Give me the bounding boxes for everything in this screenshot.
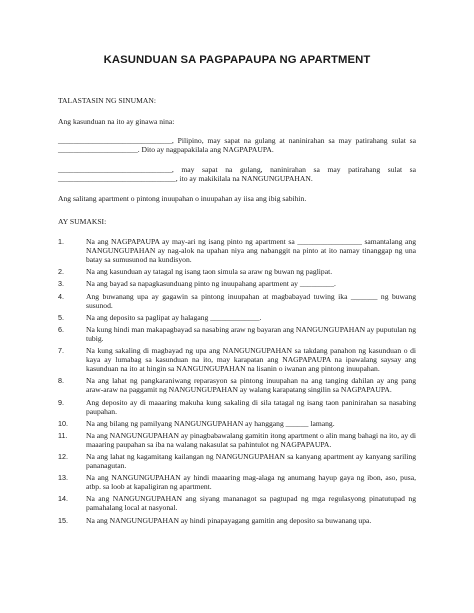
clause-number: 14. <box>58 494 68 504</box>
intro-paragraph: Ang kasunduan na ito ay ginawa nina: <box>58 117 175 126</box>
clause-number: 3. <box>58 279 64 289</box>
clause-item <box>58 267 416 276</box>
clause-number: 11. <box>58 430 68 440</box>
clause-item <box>58 279 416 288</box>
clause-number: 12. <box>58 452 68 462</box>
clause-number: 5. <box>58 312 64 322</box>
clause-number: 6. <box>58 324 64 334</box>
clause-item <box>58 516 416 525</box>
clause-number: 8. <box>58 376 64 386</box>
clause-text: Ang buwanang upa ay gagawin sa pintong inuupahan at magbabayad tuwing ika _______ ng buwang susunod. <box>86 291 416 310</box>
clause-number: 9. <box>58 397 64 407</box>
document-title: KASUNDUAN SA PAGPAPAUPA NG APARTMENT <box>103 54 371 66</box>
clause-number: 13. <box>58 473 68 483</box>
clause-item <box>58 292 416 310</box>
clause-item <box>58 325 416 343</box>
clause-text: Na kung hindi man makapagbayad sa nasabing araw ng bayaran ang NANGUNGUPAHAN ay puputulan ng tubig. <box>86 324 416 343</box>
clause-text: Na ang NANGUNGUPAHAN ang siyang mananagot sa pagtupad ng mga regulasyong pinatutupad ng pamahalang local at nasyonal. <box>86 494 416 513</box>
clause-text: Na ang NAGPAPAUPA ay may-ari ng isang pinto ng apartment sa _________________ samantalang ang NANGUNGUPAHAN ay nag-alok na upahan niya ang nabanggit na pinto at ito namay tinanggap ng una batay sa sumusunod na kundisyon. <box>86 237 416 264</box>
clause-text: Na ang lahat ng kagamitang kailangan ng NANGUNGUPAHAN sa kanyang apartment ay kanyang sariling pananagutan. <box>86 452 416 471</box>
clause-text: Na ang lahat ng pangkaraniwang reparasyon sa pintong inuupahan na ang tanging dahilan ay ang pang araw-araw na paggamit ng NANGUNGUPAHAN ay walang karapatang singilin sa NAGPAPAUPA. <box>86 376 416 395</box>
clause-item <box>58 452 416 470</box>
clause-number: 4. <box>58 291 64 301</box>
clause-item <box>58 494 416 512</box>
clause-text: Na ang NANGUNGUPAHAN ay hindi maaaring mag-alaga ng anumang hayup gaya ng ibon, aso, pusa, atbp. sa loob at kapaligiran ng apartment. <box>86 473 416 492</box>
clause-text: Na ang bilang ng pamilyang NANGUNGUPAHAN ay hanggang ______ lamang. <box>86 418 335 428</box>
document-body <box>58 96 416 525</box>
clause-number: 2. <box>58 267 64 277</box>
clause-text: Na ang NANGUNGUPAHAN ay hindi pinapayagang gamitin ang deposito sa buwanang upa. <box>86 515 372 525</box>
clause-number: 7. <box>58 346 64 356</box>
clause-item <box>58 237 416 264</box>
clause-item <box>58 346 416 373</box>
clause-item <box>58 419 416 428</box>
talastasin-heading: TALASTASIN NG SINUMAN: <box>58 96 156 105</box>
clause-item <box>58 376 416 394</box>
clause-number: 1. <box>58 237 64 246</box>
clause-number: 10. <box>58 418 68 428</box>
lessee-paragraph: ______________________________, may sapat na gulang, naninirahan sa may patirahang sulat sa _______________________________, ito ay makikilala na NANGUNGUPAHAN. <box>58 165 416 183</box>
apartment-definition: Ang salitang apartment o pintong inuupahan o inuupahan ay iisa ang ibig sabihin. <box>58 194 307 203</box>
clause-text: Ang deposito ay di maaaring makuha kung sakaling di sila tatagal ng isang taon paninirahan sa nasabing paupahan. <box>86 397 416 416</box>
clause-item <box>58 473 416 491</box>
clause-item <box>58 398 416 416</box>
clause-text: Na ang deposito sa paglipat ay halagang _____________. <box>86 312 262 322</box>
clause-number: 15. <box>58 515 68 525</box>
sumaksi-heading: AY SUMAKSI: <box>58 217 107 226</box>
clause-item <box>58 431 416 449</box>
clause-text: Na ang NANGUNGUPAHAN ay pinagbabawalang gamitin itong apartment o alin mang bahagi na ito, ay di maaaring paupahan sa iba na walang nakasulat sa pahintulot ng NAGPAPAUPA. <box>86 430 416 449</box>
clause-text: Na ang kasunduan ay tatagal ng isang taon simula sa araw ng buwan ng paglipat. <box>86 267 333 277</box>
clause-item <box>58 313 416 322</box>
lessor-paragraph: ______________________________, Pilipino, may sapat na gulang at naninirahan sa may patirahang sulat sa _____________________. Dito ay nagpapakilala ang NAGPAPAUPA. <box>58 136 416 154</box>
clause-text: Na kung sakaling di magbayad ng upa ang NANGUNGUPAHAN sa takdang panahon ng kasunduan o di kaya ay lumabag sa kasunduan na ito, may karapatan ang NAGPAPAUPA na ipawalang saysay ang kasunduan na ito at hingin sa NANGUNGUPAHAN na lisanin o iwanan ang pintong inuupahan. <box>86 346 416 374</box>
clause-text: Na ang bayad sa napagkasunduang pinto ng inuupahang apartment ay _________. <box>86 279 336 289</box>
